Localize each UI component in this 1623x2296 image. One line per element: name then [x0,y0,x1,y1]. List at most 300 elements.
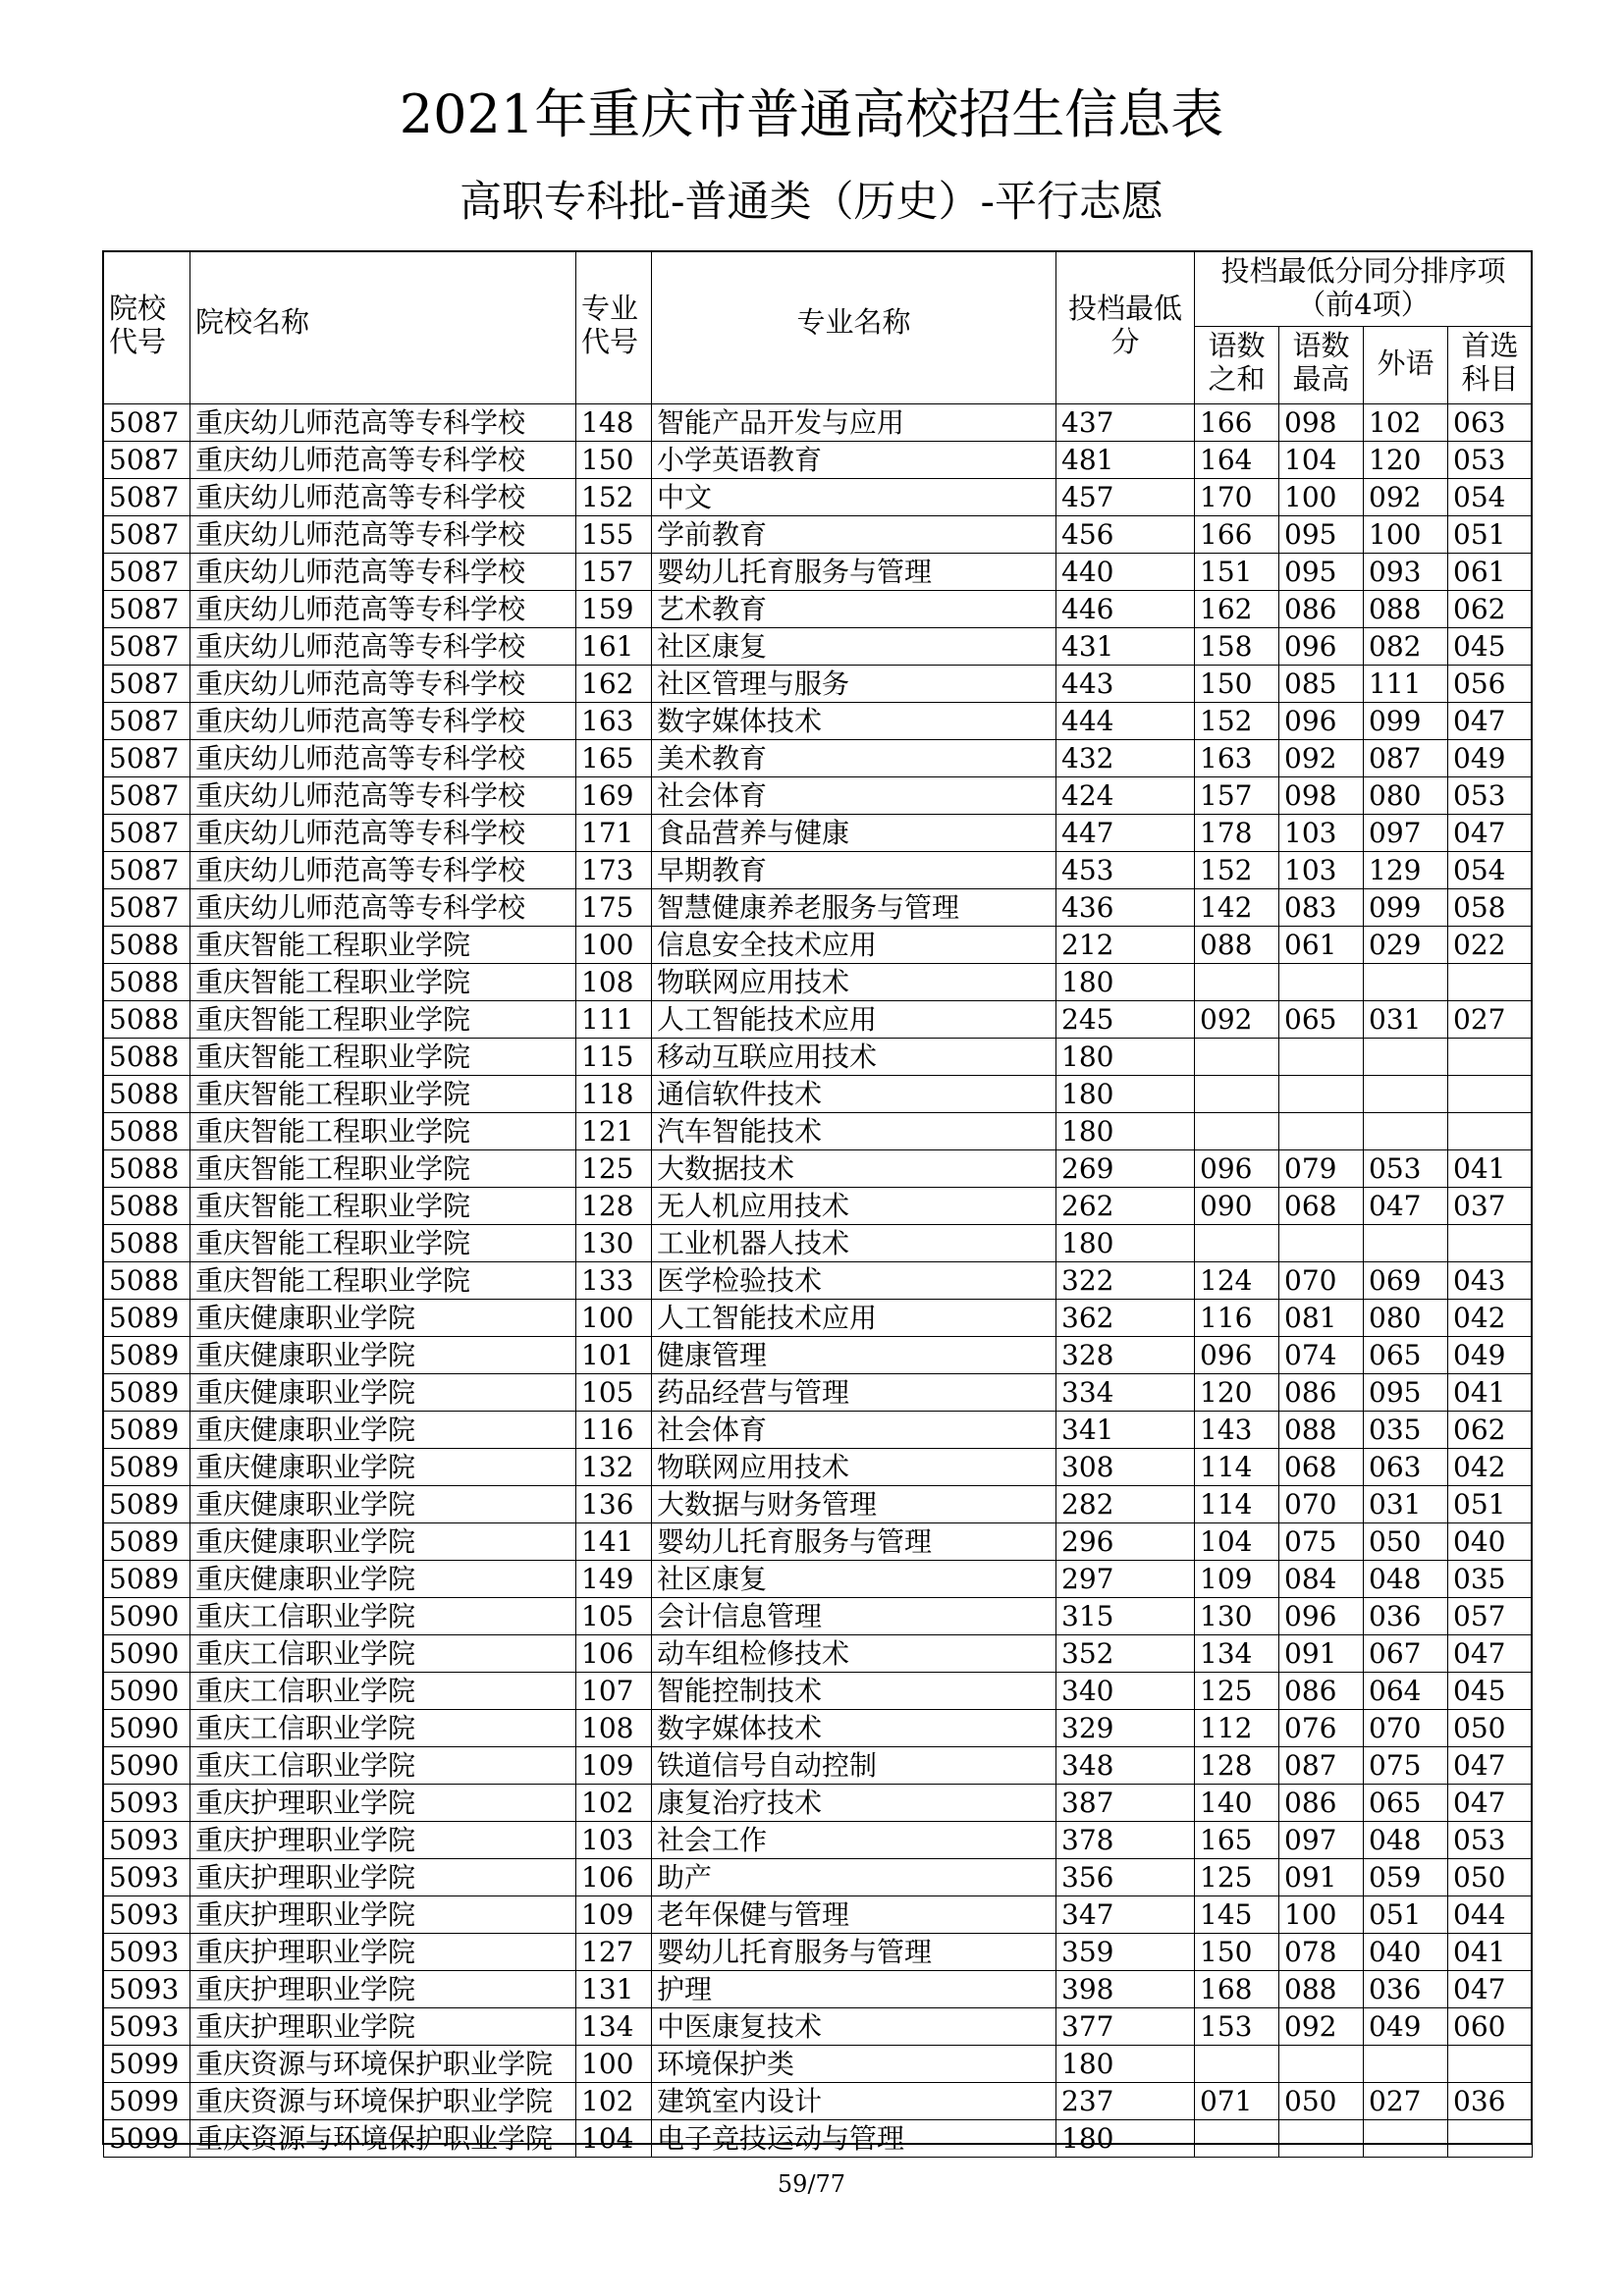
school-name-cell: 重庆健康职业学院 [190,1523,576,1561]
major-name-cell: 食品营养与健康 [652,815,1056,852]
chinese-math-sum-cell [1195,2046,1279,2083]
chinese-math-max-cell [1279,2046,1364,2083]
school-name-cell: 重庆幼儿师范高等专科学校 [190,852,576,889]
chinese-math-sum-cell: 130 [1195,1598,1279,1635]
foreign-lang-cell [1364,2120,1448,2158]
first-subject-cell: 051 [1448,1486,1533,1523]
school-code-cell: 5088 [104,1262,190,1300]
major-code-cell: 107 [576,1673,652,1710]
major-code-cell: 169 [576,777,652,815]
first-subject-cell [1448,1039,1533,1076]
chinese-math-sum-cell: 168 [1195,1971,1279,2008]
min-score-cell: 262 [1056,1188,1195,1225]
school-name-cell: 重庆智能工程职业学院 [190,1225,576,1262]
foreign-lang-cell: 064 [1364,1673,1448,1710]
first-subject-cell: 045 [1448,628,1533,666]
major-code-cell: 100 [576,1300,652,1337]
min-score-cell: 348 [1056,1747,1195,1785]
page-number: 59/77 [777,2170,846,2198]
school-code-cell: 5090 [104,1673,190,1710]
page-title: 2021年重庆市普通高校招生信息表 [399,83,1224,145]
foreign-lang-cell: 065 [1364,1785,1448,1822]
chinese-math-max-cell: 096 [1279,628,1364,666]
chinese-math-sum-cell: 145 [1195,1896,1279,1934]
table-row [104,1412,1533,1449]
chinese-math-sum-cell: 165 [1195,1822,1279,1859]
major-name-cell: 智慧健康养老服务与管理 [652,889,1056,927]
chinese-math-max-cell: 083 [1279,889,1364,927]
min-score-cell: 387 [1056,1785,1195,1822]
major-code-cell: 136 [576,1486,652,1523]
major-name-cell: 婴幼儿托育服务与管理 [652,1934,1056,1971]
min-score-cell: 180 [1056,1225,1195,1262]
school-name-cell: 重庆智能工程职业学院 [190,1262,576,1300]
major-name-cell: 人工智能技术应用 [652,1300,1056,1337]
first-subject-cell: 050 [1448,1710,1533,1747]
first-subject-cell: 049 [1448,1337,1533,1374]
min-score-cell: 378 [1056,1822,1195,1859]
min-score-cell: 341 [1056,1412,1195,1449]
first-subject-cell: 047 [1448,815,1533,852]
major-code-cell: 105 [576,1374,652,1412]
major-code-cell: 101 [576,1337,652,1374]
school-code-cell: 5093 [104,1896,190,1934]
table-row [104,1934,1533,1971]
major-code-cell: 161 [576,628,652,666]
chinese-math-max-cell: 074 [1279,1337,1364,1374]
min-score-cell: 432 [1056,740,1195,777]
chinese-math-max-cell: 104 [1279,442,1364,479]
major-name-cell: 大数据与财务管理 [652,1486,1056,1523]
first-subject-cell [1448,1113,1533,1150]
major-name-cell: 物联网应用技术 [652,964,1056,1001]
foreign-lang-cell: 082 [1364,628,1448,666]
table-row [104,1896,1533,1934]
min-score-cell: 269 [1056,1150,1195,1188]
school-code-cell: 5088 [104,1001,190,1039]
school-name-cell: 重庆幼儿师范高等专科学校 [190,889,576,927]
table-row [104,2008,1533,2046]
chinese-math-sum-cell: 109 [1195,1561,1279,1598]
first-subject-cell: 043 [1448,1262,1533,1300]
school-name-cell: 重庆工信职业学院 [190,1635,576,1673]
table-row [104,1374,1533,1412]
school-code-cell: 5099 [104,2046,190,2083]
school-name-cell: 重庆健康职业学院 [190,1486,576,1523]
major-code-cell: 115 [576,1039,652,1076]
foreign-lang-cell: 063 [1364,1449,1448,1486]
chinese-math-sum-cell: 114 [1195,1449,1279,1486]
chinese-math-sum-cell: 157 [1195,777,1279,815]
school-code-cell: 5087 [104,889,190,927]
major-name-cell: 社区管理与服务 [652,666,1056,703]
min-score-cell: 362 [1056,1300,1195,1337]
school-name-cell: 重庆健康职业学院 [190,1374,576,1412]
table-row [104,1673,1533,1710]
chinese-math-max-cell: 096 [1279,1598,1364,1635]
header-first-subject: 首选科目 [1448,327,1533,404]
table-row [104,1113,1533,1150]
first-subject-cell: 044 [1448,1896,1533,1934]
foreign-lang-cell: 051 [1364,1896,1448,1934]
min-score-cell: 436 [1056,889,1195,927]
table-row [104,1449,1533,1486]
major-code-cell: 155 [576,516,652,554]
school-name-cell: 重庆智能工程职业学院 [190,1113,576,1150]
school-code-cell: 5099 [104,2083,190,2120]
school-code-cell: 5087 [104,777,190,815]
school-code-cell: 5090 [104,1747,190,1785]
chinese-math-max-cell [1279,1039,1364,1076]
chinese-math-max-cell: 088 [1279,1971,1364,2008]
first-subject-cell: 062 [1448,1412,1533,1449]
chinese-math-max-cell: 079 [1279,1150,1364,1188]
foreign-lang-cell: 065 [1364,1337,1448,1374]
chinese-math-max-cell: 088 [1279,1412,1364,1449]
chinese-math-sum-cell: 166 [1195,516,1279,554]
major-code-cell: 133 [576,1262,652,1300]
school-name-cell: 重庆智能工程职业学院 [190,1076,576,1113]
chinese-math-max-cell: 103 [1279,852,1364,889]
major-code-cell: 106 [576,1859,652,1896]
first-subject-cell: 062 [1448,591,1533,628]
chinese-math-sum-cell: 162 [1195,591,1279,628]
school-code-cell: 5087 [104,591,190,628]
chinese-math-sum-cell: 164 [1195,442,1279,479]
school-name-cell: 重庆护理职业学院 [190,2008,576,2046]
school-name-cell: 重庆健康职业学院 [190,1561,576,1598]
min-score-cell: 297 [1056,1561,1195,1598]
major-code-cell: 159 [576,591,652,628]
admission-table [103,251,1533,2158]
major-name-cell: 护理 [652,1971,1056,2008]
chinese-math-sum-cell: 088 [1195,927,1279,964]
school-name-cell: 重庆幼儿师范高等专科学校 [190,479,576,516]
school-code-cell: 5088 [104,927,190,964]
major-code-cell: 100 [576,927,652,964]
chinese-math-sum-cell: 140 [1195,1785,1279,1822]
chinese-math-sum-cell: 143 [1195,1412,1279,1449]
table-row [104,516,1533,554]
min-score-cell: 431 [1056,628,1195,666]
school-code-cell: 5099 [104,2120,190,2158]
chinese-math-sum-cell: 125 [1195,1673,1279,1710]
school-code-cell: 5089 [104,1300,190,1337]
chinese-math-max-cell: 087 [1279,1747,1364,1785]
school-name-cell: 重庆资源与环境保护职业学院 [190,2083,576,2120]
major-name-cell: 环境保护类 [652,2046,1056,2083]
major-code-cell: 108 [576,964,652,1001]
major-name-cell: 艺术教育 [652,591,1056,628]
first-subject-cell [1448,2120,1533,2158]
chinese-math-sum-cell: 150 [1195,1934,1279,1971]
major-name-cell: 人工智能技术应用 [652,1001,1056,1039]
first-subject-cell: 022 [1448,927,1533,964]
first-subject-cell [1448,1076,1533,1113]
school-name-cell: 重庆幼儿师范高等专科学校 [190,666,576,703]
min-score-cell: 282 [1056,1486,1195,1523]
school-code-cell: 5089 [104,1449,190,1486]
chinese-math-sum-cell: 124 [1195,1262,1279,1300]
min-score-cell: 334 [1056,1374,1195,1412]
first-subject-cell: 047 [1448,1971,1533,2008]
chinese-math-max-cell: 078 [1279,1934,1364,1971]
first-subject-cell: 060 [1448,2008,1533,2046]
first-subject-cell: 053 [1448,777,1533,815]
table-row [104,1076,1533,1113]
chinese-math-max-cell: 070 [1279,1486,1364,1523]
major-name-cell: 无人机应用技术 [652,1188,1056,1225]
school-code-cell: 5087 [104,852,190,889]
major-name-cell: 健康管理 [652,1337,1056,1374]
header-chinese-math-sum: 语数之和 [1195,327,1279,404]
table-row [104,964,1533,1001]
chinese-math-sum-cell: 096 [1195,1337,1279,1374]
min-score-cell: 446 [1056,591,1195,628]
foreign-lang-cell: 067 [1364,1635,1448,1673]
min-score-cell: 444 [1056,703,1195,740]
first-subject-cell [1448,2046,1533,2083]
min-score-cell: 322 [1056,1262,1195,1300]
school-name-cell: 重庆智能工程职业学院 [190,964,576,1001]
major-code-cell: 131 [576,1971,652,2008]
min-score-cell: 440 [1056,554,1195,591]
table-row [104,1859,1533,1896]
school-code-cell: 5088 [104,1225,190,1262]
first-subject-cell: 047 [1448,1635,1533,1673]
school-name-cell: 重庆智能工程职业学院 [190,1039,576,1076]
major-name-cell: 信息安全技术应用 [652,927,1056,964]
first-subject-cell: 042 [1448,1449,1533,1486]
min-score-cell: 424 [1056,777,1195,815]
foreign-lang-cell: 029 [1364,927,1448,964]
min-score-cell: 180 [1056,1076,1195,1113]
min-score-cell: 237 [1056,2083,1195,2120]
first-subject-cell [1448,1225,1533,1262]
header-major-name: 专业名称 [652,252,1056,404]
school-code-cell: 5087 [104,815,190,852]
table-row [104,740,1533,777]
chinese-math-sum-cell: 096 [1195,1150,1279,1188]
major-code-cell: 105 [576,1598,652,1635]
major-name-cell: 社会体育 [652,777,1056,815]
major-code-cell: 104 [576,2120,652,2158]
major-name-cell: 康复治疗技术 [652,1785,1056,1822]
major-code-cell: 103 [576,1822,652,1859]
major-code-cell: 116 [576,1412,652,1449]
header-foreign-lang: 外语 [1364,327,1448,404]
chinese-math-sum-cell: 112 [1195,1710,1279,1747]
table-row [104,554,1533,591]
foreign-lang-cell: 031 [1364,1001,1448,1039]
school-name-cell: 重庆幼儿师范高等专科学校 [190,404,576,442]
chinese-math-max-cell: 086 [1279,1374,1364,1412]
chinese-math-sum-cell: 071 [1195,2083,1279,2120]
chinese-math-sum-cell: 158 [1195,628,1279,666]
school-name-cell: 重庆幼儿师范高等专科学校 [190,628,576,666]
min-score-cell: 377 [1056,2008,1195,2046]
chinese-math-max-cell: 098 [1279,777,1364,815]
major-name-cell: 大数据技术 [652,1150,1056,1188]
header-min-score: 投档最低分 [1056,252,1195,404]
chinese-math-sum-cell: 178 [1195,815,1279,852]
chinese-math-sum-cell: 151 [1195,554,1279,591]
foreign-lang-cell: 070 [1364,1710,1448,1747]
table-row [104,479,1533,516]
chinese-math-sum-cell: 152 [1195,852,1279,889]
major-name-cell: 电子竞技运动与管理 [652,2120,1056,2158]
foreign-lang-cell: 047 [1364,1188,1448,1225]
major-code-cell: 102 [576,1785,652,1822]
school-code-cell: 5088 [104,1039,190,1076]
first-subject-cell: 047 [1448,1747,1533,1785]
major-code-cell: 125 [576,1150,652,1188]
school-name-cell: 重庆工信职业学院 [190,1710,576,1747]
school-name-cell: 重庆智能工程职业学院 [190,1150,576,1188]
table-row [104,628,1533,666]
table-row [104,1523,1533,1561]
chinese-math-max-cell: 084 [1279,1561,1364,1598]
chinese-math-max-cell: 086 [1279,1673,1364,1710]
min-score-cell: 245 [1056,1001,1195,1039]
major-name-cell: 移动互联应用技术 [652,1039,1056,1076]
major-code-cell: 118 [576,1076,652,1113]
foreign-lang-cell: 075 [1364,1747,1448,1785]
major-name-cell: 建筑室内设计 [652,2083,1056,2120]
school-name-cell: 重庆幼儿师范高等专科学校 [190,777,576,815]
first-subject-cell: 041 [1448,1150,1533,1188]
major-code-cell: 141 [576,1523,652,1561]
chinese-math-max-cell: 095 [1279,554,1364,591]
foreign-lang-cell: 050 [1364,1523,1448,1561]
min-score-cell: 180 [1056,2120,1195,2158]
table-row [104,1561,1533,1598]
chinese-math-max-cell: 091 [1279,1635,1364,1673]
school-name-cell: 重庆资源与环境保护职业学院 [190,2046,576,2083]
school-name-cell: 重庆工信职业学院 [190,1747,576,1785]
min-score-cell: 457 [1056,479,1195,516]
chinese-math-max-cell: 050 [1279,2083,1364,2120]
table-row [104,1337,1533,1374]
major-name-cell: 物联网应用技术 [652,1449,1056,1486]
table-row [104,2046,1533,2083]
major-name-cell: 工业机器人技术 [652,1225,1056,1262]
school-name-cell: 重庆幼儿师范高等专科学校 [190,703,576,740]
school-code-cell: 5087 [104,740,190,777]
major-name-cell: 药品经营与管理 [652,1374,1056,1412]
school-name-cell: 重庆幼儿师范高等专科学校 [190,591,576,628]
school-name-cell: 重庆幼儿师范高等专科学校 [190,554,576,591]
foreign-lang-cell: 087 [1364,740,1448,777]
major-name-cell: 会计信息管理 [652,1598,1056,1635]
major-name-cell: 智能产品开发与应用 [652,404,1056,442]
first-subject-cell: 051 [1448,516,1533,554]
table-row [104,1001,1533,1039]
major-code-cell: 109 [576,1896,652,1934]
foreign-lang-cell: 059 [1364,1859,1448,1896]
first-subject-cell: 054 [1448,852,1533,889]
major-code-cell: 163 [576,703,652,740]
school-code-cell: 5089 [104,1337,190,1374]
min-score-cell: 180 [1056,2046,1195,2083]
min-score-cell: 447 [1056,815,1195,852]
school-code-cell: 5090 [104,1710,190,1747]
school-code-cell: 5087 [104,554,190,591]
first-subject-cell: 053 [1448,442,1533,479]
chinese-math-max-cell: 100 [1279,479,1364,516]
foreign-lang-cell [1364,1113,1448,1150]
major-code-cell: 175 [576,889,652,927]
foreign-lang-cell: 069 [1364,1262,1448,1300]
school-name-cell: 重庆工信职业学院 [190,1598,576,1635]
major-name-cell: 社区康复 [652,628,1056,666]
major-name-cell: 婴幼儿托育服务与管理 [652,554,1056,591]
school-code-cell: 5090 [104,1635,190,1673]
chinese-math-sum-cell: 125 [1195,1859,1279,1896]
school-code-cell: 5089 [104,1374,190,1412]
chinese-math-sum-cell [1195,2120,1279,2158]
table-row [104,591,1533,628]
table-row [104,442,1533,479]
foreign-lang-cell: 048 [1364,1822,1448,1859]
table-row [104,1822,1533,1859]
min-score-cell: 481 [1056,442,1195,479]
chinese-math-max-cell: 086 [1279,591,1364,628]
school-code-cell: 5088 [104,1150,190,1188]
foreign-lang-cell: 053 [1364,1150,1448,1188]
school-code-cell: 5093 [104,1934,190,1971]
school-name-cell: 重庆护理职业学院 [190,1971,576,2008]
chinese-math-sum-cell: 142 [1195,889,1279,927]
school-name-cell: 重庆护理职业学院 [190,1822,576,1859]
first-subject-cell: 049 [1448,740,1533,777]
foreign-lang-cell [1364,2046,1448,2083]
header-tiebreak-group: 投档最低分同分排序项（前4项） [1195,252,1533,327]
school-name-cell: 重庆健康职业学院 [190,1337,576,1374]
table-row [104,404,1533,442]
chinese-math-max-cell: 070 [1279,1262,1364,1300]
table-row [104,666,1533,703]
chinese-math-max-cell: 098 [1279,404,1364,442]
foreign-lang-cell: 099 [1364,889,1448,927]
first-subject-cell: 047 [1448,703,1533,740]
first-subject-cell: 054 [1448,479,1533,516]
header-major-code: 专业代号 [576,252,652,404]
foreign-lang-cell: 092 [1364,479,1448,516]
min-score-cell: 356 [1056,1859,1195,1896]
min-score-cell: 453 [1056,852,1195,889]
first-subject-cell: 036 [1448,2083,1533,2120]
min-score-cell: 296 [1056,1523,1195,1561]
header-school-name: 院校名称 [190,252,576,404]
school-code-cell: 5087 [104,479,190,516]
major-code-cell: 134 [576,2008,652,2046]
chinese-math-sum-cell: 128 [1195,1747,1279,1785]
major-code-cell: 148 [576,404,652,442]
min-score-cell: 359 [1056,1934,1195,1971]
table-row [104,777,1533,815]
table-row [104,1225,1533,1262]
school-name-cell: 重庆智能工程职业学院 [190,927,576,964]
chinese-math-max-cell [1279,964,1364,1001]
chinese-math-sum-cell [1195,1113,1279,1150]
major-name-cell: 中文 [652,479,1056,516]
first-subject-cell: 037 [1448,1188,1533,1225]
table-row [104,1598,1533,1635]
major-code-cell: 128 [576,1188,652,1225]
foreign-lang-cell [1364,1039,1448,1076]
chinese-math-sum-cell: 170 [1195,479,1279,516]
